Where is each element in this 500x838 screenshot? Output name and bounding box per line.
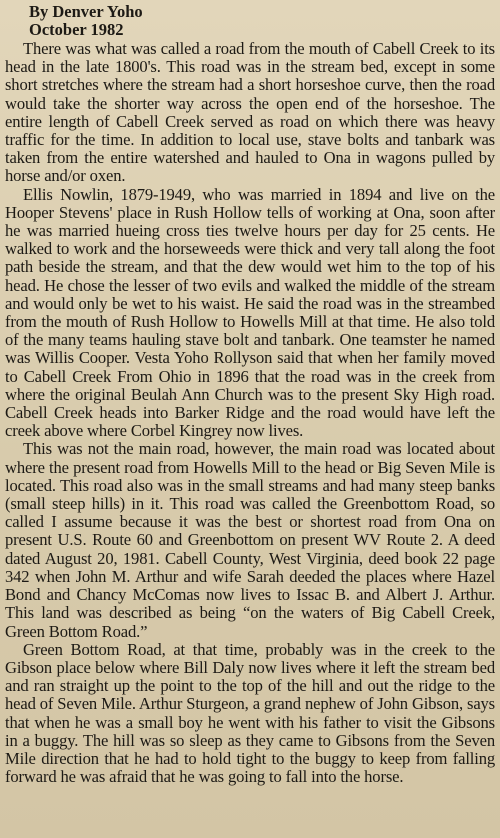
article-body [5,40,495,786]
byline [29,3,495,39]
paragraph-road-history: There was what was called a road from the mouth of Cabell Creek to its head in the late 1800's. This road was in the stream bed, except in some short stretches where the stream had a short horseshoe curve, then the road would take the shorter way across the open end of the horseshoe. The entire length of Cabell Creek served as road on which there was heavy traffic for the time. In addition to local use, stave bolts and tanbark was taken from the entire watershed and hauled to Ona in wagons pulled by horse and/or oxen. [5,39,495,186]
paragraph-green-bottom-road: Green Bottom Road, at that time, probably was in the creek to the Gibson place below where Bill Daly now lives where it left the stream bed and ran straight up the point to the top of the hill and out the ridge to the head of Seven Mile. Arthur Sturgeon, a grand nephew of John Gibson, says that when he was a small boy he went with his father to visit the Gibsons in a buggy. The hill was so sleep as they came to Gibsons from the Seven Mile direction that he had to hold tight to the buggy to keep from falling forward he was afraid that he was going to fall into the horse. [5,639,495,787]
paragraph-ellis-nowlin: Ellis Nowlin, 1879-1949, who was married in 1894 and live on the Hooper Stevens' place in Rush Hollow tells of working at Ona, soon after he was married hueing cross ties twelve hours per day for 25 cents. He walked to work and the horseweeds were thick and very tall along the foot path beside the stream, and that the dew would wet him to the top of his head. He chose the lesser of two evils and walked the middle of the stream and would only be wet to his waist. He said the road was in the streambed from the mouth of Rush Hollow to Howells Mill at that time. He also told of the many teams hauling stave bolt and tanbark. One teamster he named was Willis Cooper. Vesta Yoho Rollyson said that when her family moved to Cabell Creek From Ohio in 1896 that the road was in the creek from where the original Beulah Ann Church was to the present Sky High road. Cabell Creek heads into Barker Ridge and the road would have left the creek above where Corbel Kingrey now lives. [5,184,495,441]
author-line: By Denver Yoho [29,2,143,21]
date-line: October 1982 [29,20,124,39]
paragraph-main-road: This was not the main road, however, the main road was located about where the present road from Howells Mill to the head or Big Seven Mile is located. This road also was in the small streams and had many steep banks (small steep hills) in it. This road was called the Greenbottom Road, so called I assume because it was the best or shortest road from Ona on present U.S. Route 60 and Greenbottom on present WV Route 2. A deed dated August 20, 1981. Cabell County, West Virginia, deed book 22 page 342 when John M. Arthur and wife Sarah deeded the places where Hazel Bond and Chancy McComas now lives to Issac B. and Albert J. Arthur. This land was described as being “on the waters of Big Cabell Creek, Green Bottom Road.” [5,439,495,641]
